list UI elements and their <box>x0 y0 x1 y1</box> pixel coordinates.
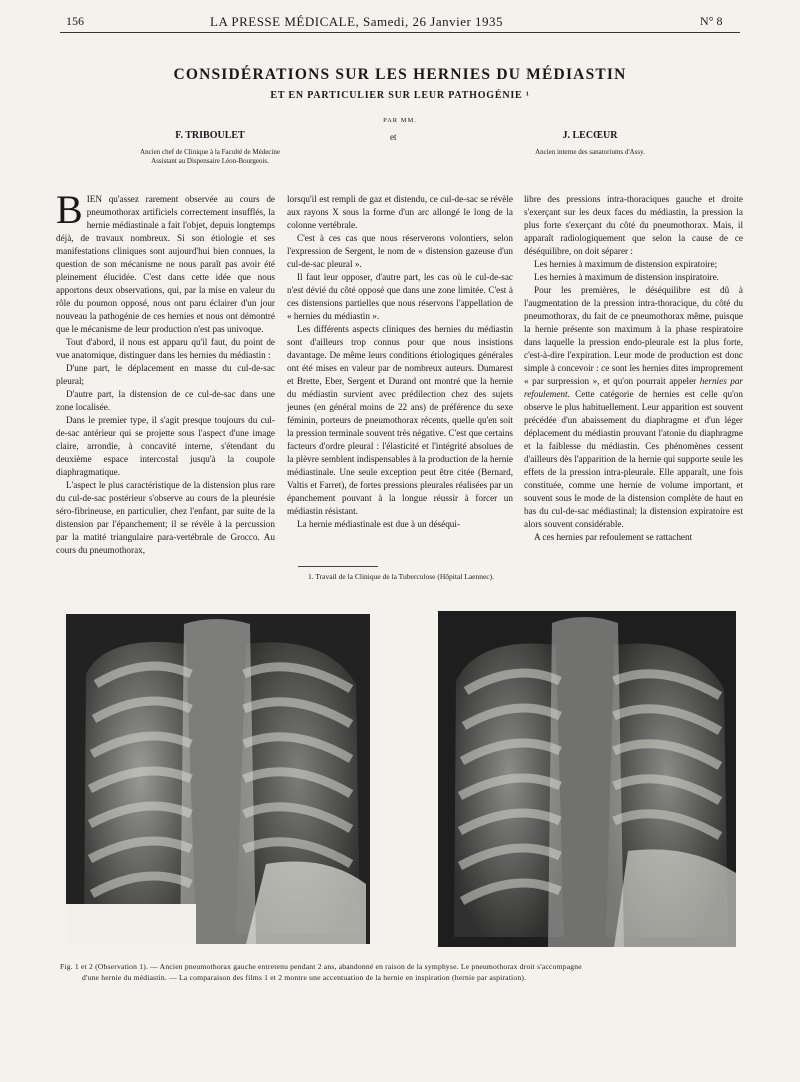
header-rule <box>60 32 740 33</box>
author1-affiliation-line: Assistant au Dispensaire Léon-Bourgeois. <box>151 157 269 165</box>
caption-line: Fig. 1 et 2 (Observation 1). — Ancien pneumothorax gauche entretenu pendant 2 ans, abandonné en raison de la symphyse. Le pneumothorax droit s'accompagne <box>60 962 582 971</box>
radiograph-figure-2 <box>438 611 736 947</box>
radiograph-image <box>438 611 736 947</box>
paragraph: A ces hernies par refoulement se rattachent <box>534 532 693 542</box>
paragraph: C'est à ces cas que nous réserverons volontiers, selon l'expression de Sergent, le nom de « distension gazeuse d'un cul-de-sac pleural ». <box>287 233 513 269</box>
text-column-1 <box>56 193 275 593</box>
paragraph: Les différents aspects cliniques des hernies du médiastin sont d'ailleurs trop connus pour que nous insistions davantage. De même leurs conditions étiologiques générales ont été mises en valeur par de nombreux auteurs. Dumarest et Brette, Eber, Sergent et Durand ont montré que la hernie du médiastin survient avec prédilection chez des sujets jeunes (en général moins de 22 ans) de préférence du sexe féminin, porteurs de pneumothorax récents, quelle qu'en soit la pression terminale souvent très négative. C'est que certains facteurs d'ordre pleural : l'élasticité et l'intégrité absolues de la plèvre semblent indispensables à la production de la hernie médiastinale. Une seule exception peut être citée (Bernard, Valtis et Farret), de fortes pressions pleurales réalisées par un épanchement pouvant à la longue réussir à forcer un médiastin résistant. <box>287 324 513 516</box>
par-label: PAR MM. <box>383 117 417 124</box>
paragraph: lorsqu'il est rempli de gaz et distendu, ce cul-de-sac se révèle aux rayons X sous la forme d'un arc allongé le long de la colonne vertébrale. <box>287 194 513 230</box>
article-subtitle: ET EN PARTICULIER SUR LEUR PATHOGÉNIE ¹ <box>270 90 530 101</box>
author2-affiliation <box>440 148 740 157</box>
figure-caption <box>60 962 740 983</box>
paragraph: D'une part, le déplacement en masse du cul-de-sac pleural; <box>56 363 275 386</box>
text-column-2 <box>287 193 513 557</box>
author2-name: J. LECŒUR <box>562 130 618 141</box>
paragraph <box>56 193 275 336</box>
paragraph-text: IEN qu'assez rarement observée au cours de pneumothorax artificiels correctement insufflés, la hernie médiastinale a fait l'objet, depuis longtemps déjà, de travaux nombreux. Si son étiologie et ses manifestations cliniques sont aujourd'hui bien connues, la question de son mécanisme ne nous paraît pas avoir été pleinement élucidée. C'est dans cette idée que nous apportons deux observations, qui, par la mise en valeur du rôle du poumon opposé, nous ont paru éclairer d'un jour nouveau la pathogénie de ces hernies et nous ont démontré que le mécanisme de leur production n'est pas univoque. <box>56 194 275 334</box>
author1-name: F. TRIBOULET <box>175 130 245 141</box>
author1-affiliation <box>60 148 360 166</box>
paragraph: D'autre part, la distension de ce cul-de-sac dans une zone localisée. <box>56 389 275 412</box>
author1-affiliation-line: Ancien chef de Clinique à la Faculté de Médecine <box>140 148 280 156</box>
text-column-3 <box>524 193 743 593</box>
paragraph-text: . Cette catégorie de hernies est celle qu'on observe le plus habituellement. Leur apparition est souvent précédée d'un abaissement du diaphragme et d'un léger déplacement du médiastin prouvant l'atonie du diaphragme et la faiblesse du médiastin. Ces phénomènes cessent d'ailleurs dès l'apparition de la hernie qui supporte seule les effets de la pression intra-pleurale. Elle apparaît, une fois constituée, comme une hernie de volume important, et souvent sous le mode de la distension complète de haut en bas du cul-de-sac médiastinal; la distension expiratoire est alors souvent considérable. <box>524 389 743 529</box>
footnote-rule <box>298 566 378 567</box>
page-number: 156 <box>66 14 84 28</box>
et-label: et <box>390 132 397 142</box>
drop-cap: B <box>56 193 83 232</box>
footnote: 1. Travail de la Clinique de la Tuberculose (Hôpital Laennec). <box>308 572 495 581</box>
paragraph: L'aspect le plus caractéristique de la distension plus rare du cul-de-sac postérieur s'observe au cours de la pleurésie séro-fibrineuse, en particulier, chez l'enfant, par suite de la distension par l'épanchement; il se révèle à la percussion par la matité triangulaire para-vertébrale de Grocco. Au cours du pneumothorax, <box>56 480 275 555</box>
paragraph: Les hernies à maximum de distension inspiratoire. <box>534 272 719 282</box>
paragraph: La hernie médiastinale est due à un déséqui- <box>297 519 461 529</box>
paragraph-text: Pour les premières, le déséquilibre est dû à l'augmentation de la pression intra-thoracique, du côté du pneumothorax, du fait de ce pneumothorax même, puisque la hernie présente son maximum à la phase respiratoire dans laquelle la pression endo-pleurale est la plus forte, c'est-à-dire l'expiration. Leur mode de production est donc simple à concevoir : ce sont les hernies dites improprement « par surpression », et qu'on pourrait appeler <box>524 285 743 386</box>
paragraph: Dans le premier type, il s'agit presque toujours du cul-de-sac antérieur qui se projette sous l'aspect d'une image claire, arrondie, à concavité interne, s'étendant du deuxième espace intercostal jusqu'à la coupole diaphragmatique. <box>56 415 275 477</box>
issue-number: N° 8 <box>700 14 723 28</box>
paragraph: Tout d'abord, il nous est apparu qu'il faut, du point de vue anatomique, distinguer dans les hernies du médiastin : <box>56 337 275 360</box>
emphasis: hernies par refoulement <box>524 376 743 399</box>
paragraph: Les hernies à maximum de distension expiratoire; <box>534 259 718 269</box>
article-title: CONSIDÉRATIONS SUR LES HERNIES DU MÉDIASTIN <box>173 66 627 83</box>
radiograph-image <box>66 614 370 944</box>
paragraph: Il faut leur opposer, d'autre part, les cas où le cul-de-sac n'est dévié du côté opposé que dans une zone limitée. C'est à ces distensions partielles que nous réservons l'appellation de « hernies du médiastin ». <box>287 272 513 321</box>
radiograph-figure-1 <box>66 614 370 944</box>
journal-header: LA PRESSE MÉDICALE, Samedi, 26 Janvier 1935 <box>210 14 504 29</box>
author2-affiliation-line: Ancien interne des sanatoriums d'Assy. <box>535 148 645 156</box>
paragraph <box>524 284 743 531</box>
paragraph: libre des pressions intra-thoraciques gauche et droite s'exerçant sur les deux faces du médiastin, la pression la plus forte s'exerçant du côté du pneumothorax. Mais, il apparaît radiologiquement que selon la cause de ce déséquilibre, on doit séparer : <box>524 194 743 256</box>
caption-line: d'une hernie du médiastin. — La comparaison des films 1 et 2 montre une accentuation de la hernie en inspiration (hernie par aspiration). <box>82 972 527 982</box>
